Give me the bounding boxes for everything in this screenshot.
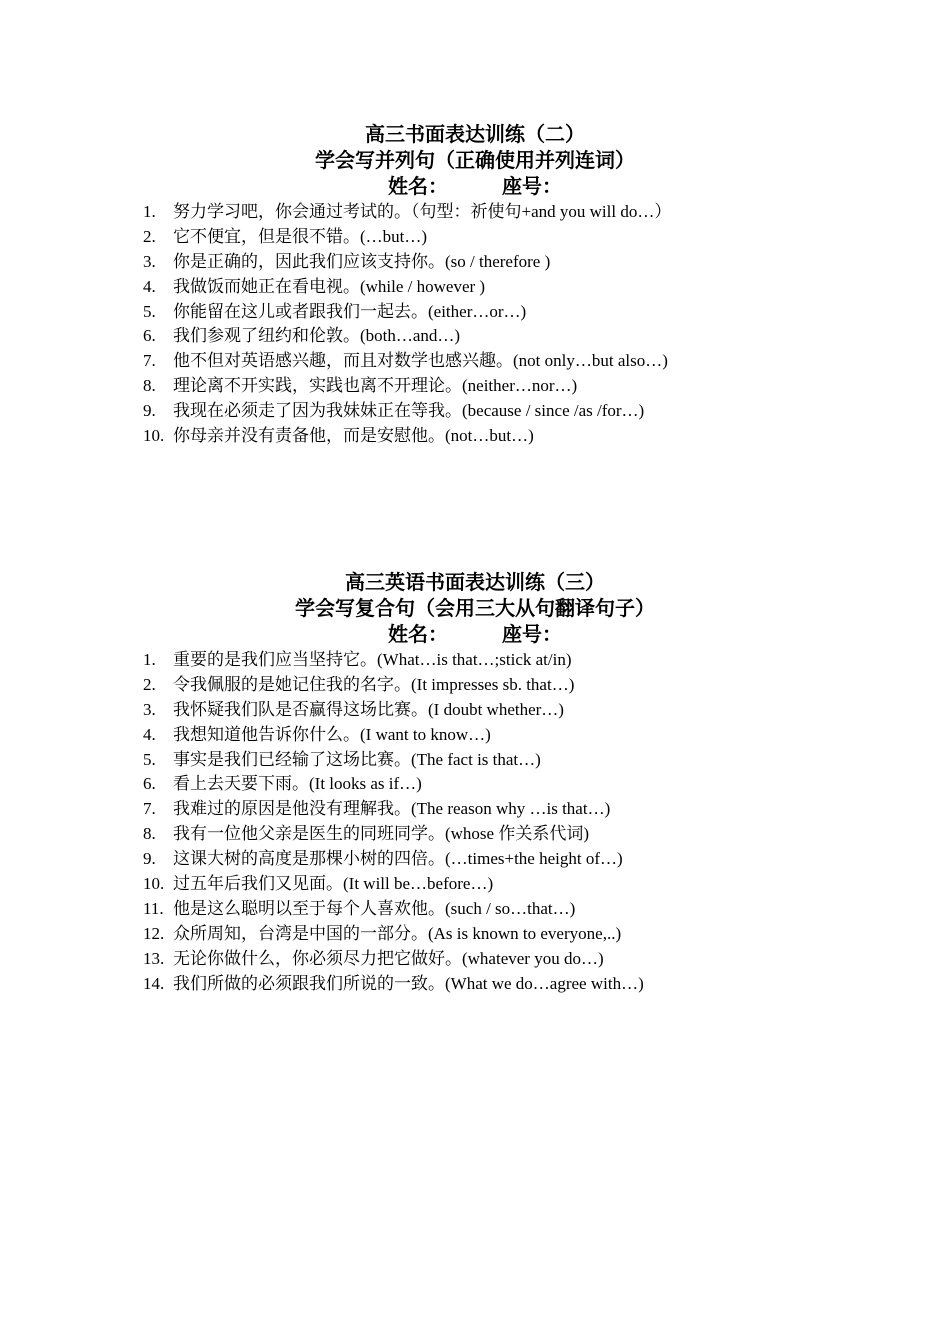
name-seat-line	[0, 622, 950, 648]
list-item	[0, 300, 950, 325]
item-number: 10.	[143, 426, 165, 446]
item-number: 5.	[143, 749, 156, 769]
item-text: 你是正确的，因此我们应该支持你。(so / therefore )	[173, 251, 551, 271]
item-number: 1.	[143, 650, 156, 669]
item-number: 5.	[143, 301, 156, 321]
item-number: 3.	[143, 251, 156, 271]
item-text: 过五年后我们又见面。(It will be…before…)	[173, 874, 494, 894]
list-item	[0, 349, 950, 374]
item-text: 他是这么聪明以至于每个人喜欢他。(such / so…that…)	[173, 898, 576, 918]
item-number: 4.	[143, 724, 156, 744]
section-title: 高三英语书面表达训练（三）	[345, 572, 605, 594]
item-text: 事实是我们已经输了这场比赛。(The fact is that…)	[173, 749, 541, 769]
list-item	[0, 748, 950, 773]
name-label: 姓名：	[388, 176, 448, 198]
list-item	[0, 897, 950, 922]
item-text: 理论离不开实践，实践也离不开理论。(neither…nor…)	[173, 376, 578, 396]
item-number: 14.	[143, 973, 165, 993]
item-text: 我难过的原因是他没有理解我。(The reason why …is that…)	[173, 799, 611, 819]
item-number: 6.	[143, 326, 156, 346]
list-item	[0, 797, 950, 822]
item-text: 这课大树的高度是那棵小树的四倍。(…times+the height of…)	[173, 849, 623, 869]
list-item	[0, 399, 950, 424]
item-text: 我们所做的必须跟我们所说的一致。(What we do…agree with…)	[173, 973, 644, 993]
list-item	[0, 947, 950, 972]
item-text: 令我佩服的是她记住我的名字。(It impresses sb. that…)	[173, 674, 575, 694]
list-item	[0, 698, 950, 723]
item-number: 7.	[143, 799, 156, 819]
list-item	[0, 275, 950, 300]
name-seat-line	[0, 174, 950, 200]
item-text: 我想知道他告诉你什么。(I want to know…)	[173, 724, 491, 744]
item-text: 无论你做什么，你必须尽力把它做好。(whatever you do…)	[173, 948, 604, 968]
item-number: 9.	[143, 401, 156, 421]
section-subtitle: 学会写并列句（正确使用并列连词）	[315, 150, 635, 172]
section-subtitle: 学会写复合句（会用三大从句翻译句子）	[295, 598, 655, 620]
item-text: 它不便宜，但是很不错。(…but…)	[173, 226, 428, 246]
sentence-list	[0, 200, 950, 449]
list-item	[0, 723, 950, 748]
list-item	[0, 922, 950, 947]
list-item	[0, 324, 950, 349]
item-number: 11.	[143, 898, 164, 918]
exercise-section-2	[0, 122, 950, 449]
sentence-list	[0, 648, 950, 996]
item-text: 努力学习吧，你会通过考试的。（句型：祈使句+and you will do…）	[173, 202, 672, 221]
item-number: 10.	[143, 874, 165, 894]
item-text: 我有一位他父亲是医生的同班同学。(whose 作关系代词)	[173, 824, 590, 844]
section-title: 高三书面表达训练（二）	[365, 124, 585, 146]
item-number: 8.	[143, 376, 156, 396]
item-number: 2.	[143, 226, 156, 246]
item-number: 8.	[143, 824, 156, 844]
item-number: 2.	[143, 674, 156, 694]
item-text: 我做饭而她正在看电视。(while / however )	[173, 276, 486, 296]
item-number: 3.	[143, 699, 156, 719]
list-item	[0, 225, 950, 250]
seat-label: 座号：	[502, 176, 562, 198]
item-text: 看上去天要下雨。(It looks as if…)	[173, 774, 422, 794]
item-number: 9.	[143, 849, 156, 869]
list-item	[0, 200, 950, 225]
list-item	[0, 673, 950, 698]
item-number: 4.	[143, 276, 156, 296]
seat-label: 座号：	[502, 624, 562, 646]
item-text: 他不但对英语感兴趣，而且对数学也感兴趣。(not only…but also…)	[173, 351, 668, 371]
item-text: 重要的是我们应当坚持它。(What…is that…;stick at/in)	[173, 650, 572, 669]
item-number: 12.	[143, 923, 165, 943]
item-number: 7.	[143, 351, 156, 371]
list-item	[0, 250, 950, 275]
list-item	[0, 822, 950, 847]
item-text: 我现在必须走了因为我妹妹正在等我。(because / since /as /for…)	[173, 401, 645, 421]
exercise-section-3	[0, 570, 950, 996]
item-number: 13.	[143, 948, 165, 968]
item-number: 1.	[143, 202, 156, 221]
name-label: 姓名：	[388, 624, 448, 646]
list-item	[0, 872, 950, 897]
list-item	[0, 424, 950, 449]
item-text: 众所周知，台湾是中国的一部分。(As is known to everyone,..)	[173, 923, 622, 943]
list-item	[0, 772, 950, 797]
list-item	[0, 847, 950, 872]
list-item	[0, 972, 950, 997]
item-text: 我怀疑我们队是否赢得这场比赛。(I doubt whether…)	[173, 699, 564, 719]
list-item	[0, 648, 950, 673]
item-text: 你母亲并没有责备他，而是安慰他。(not…but…)	[173, 426, 534, 446]
item-text: 你能留在这儿或者跟我们一起去。(either…or…)	[173, 301, 527, 321]
item-text: 我们参观了纽约和伦敦。(both…and…)	[173, 326, 461, 346]
item-number: 6.	[143, 774, 156, 794]
list-item	[0, 374, 950, 399]
